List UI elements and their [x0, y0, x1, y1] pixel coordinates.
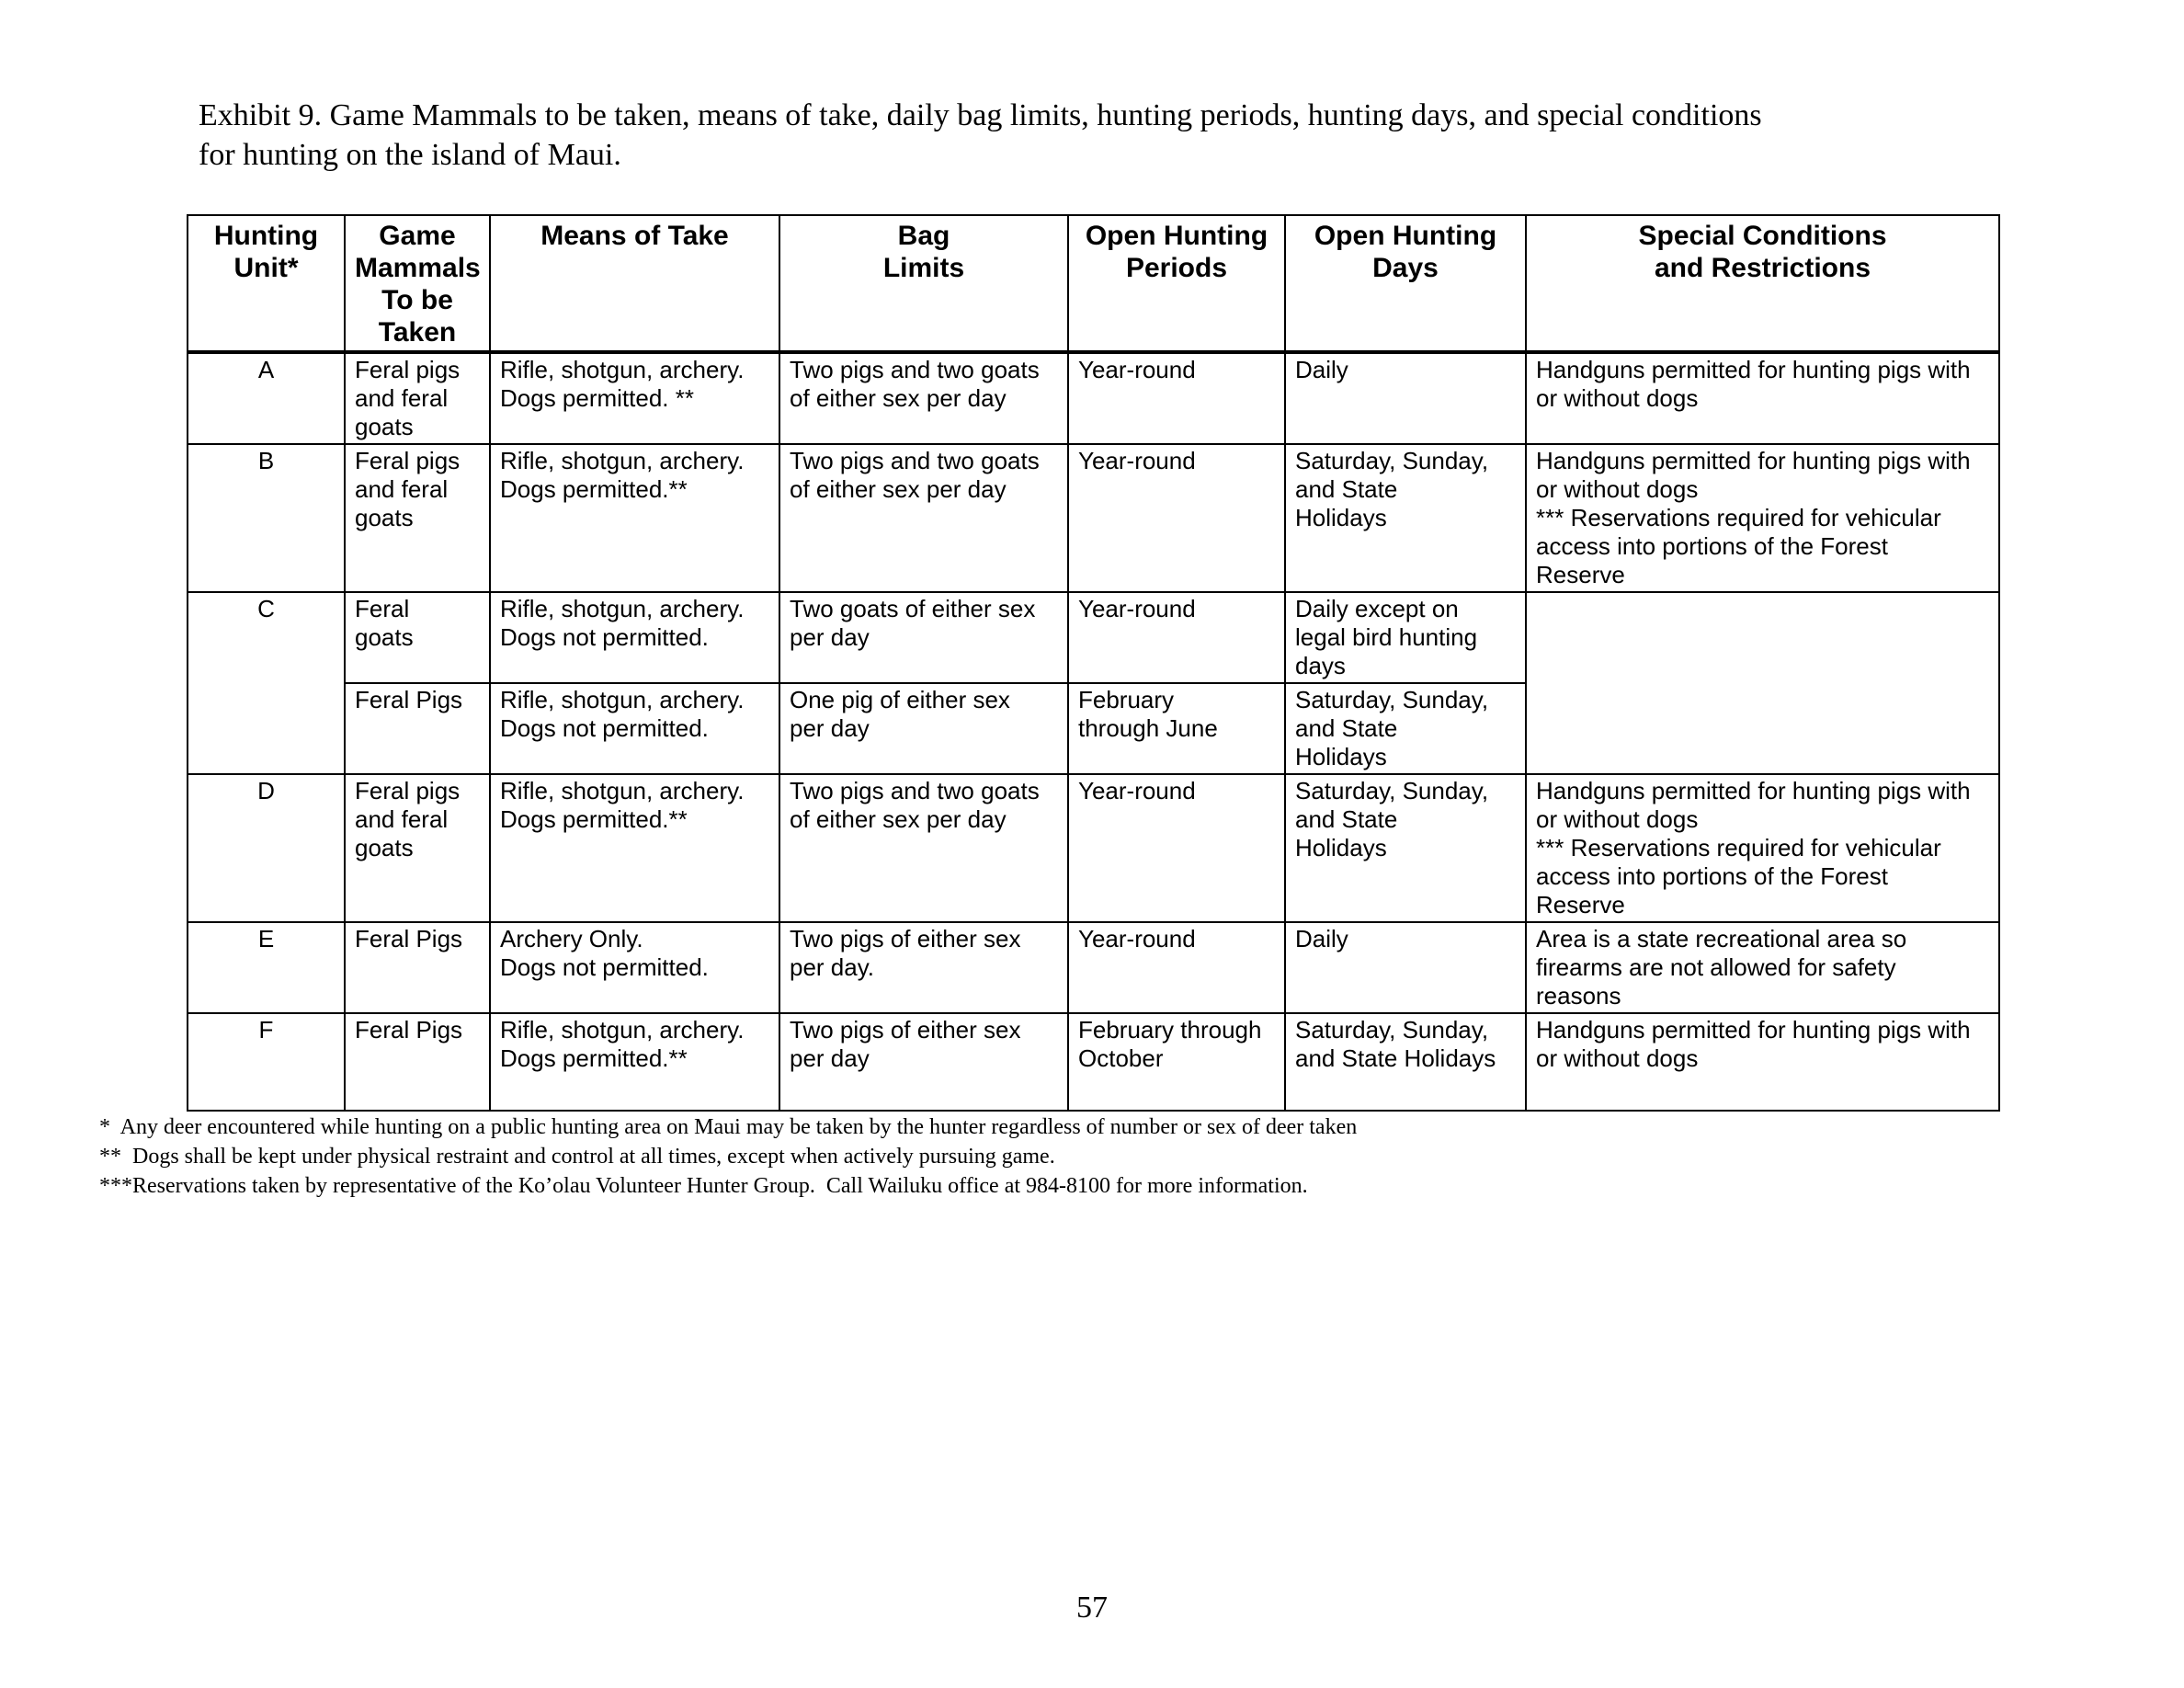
cell-days: Saturday, Sunday, and State Holidays [1285, 683, 1526, 774]
footnote-dogs: ** Dogs shall be kept under physical restraint and control at all times, except when actively pursuing game. [99, 1145, 1055, 1169]
cell-unit: F [188, 1013, 345, 1111]
cell-bag: Two pigs of either sex per day [779, 1013, 1068, 1111]
cell-mammals: Feral Pigs [345, 922, 490, 1013]
cell-means: Archery Only. Dogs not permitted. [490, 922, 779, 1013]
cell-bag: One pig of either sex per day [779, 683, 1068, 774]
cell-periods: Year-round [1068, 774, 1285, 922]
caption-line-1: Exhibit 9. Game Mammals to be taken, means of take, daily bag limits, hunting periods, hunting days, and special conditions [199, 98, 1762, 132]
header-special-conditions: Special Conditions and Restrictions [1526, 215, 1999, 352]
footnote-reservations: ***Reservations taken by representative of the Ko’olau Volunteer Hunter Group. Call Wailuku office at 984-8100 for more information. [99, 1174, 1308, 1198]
header-bag-limits: Bag Limits [779, 215, 1068, 352]
cell-unit: B [188, 444, 345, 592]
header-game-mammals: Game Mammals To be Taken [345, 215, 490, 352]
table-header-row [188, 215, 1999, 352]
cell-bag: Two pigs of either sex per day. [779, 922, 1068, 1013]
cell-mammals: Feral pigs and feral goats [345, 444, 490, 592]
cell-special: Handguns permitted for hunting pigs with or without dogs [1526, 352, 1999, 444]
cell-periods: Year-round [1068, 592, 1285, 683]
cell-days: Daily [1285, 922, 1526, 1013]
header-open-hunting-days: Open Hunting Days [1285, 215, 1526, 352]
table-row [188, 352, 1999, 444]
cell-special [1526, 592, 1999, 774]
page-number: 57 [1076, 1591, 1108, 1625]
cell-days: Saturday, Sunday, and State Holidays [1285, 444, 1526, 592]
cell-means: Rifle, shotgun, archery. Dogs permitted. ** [490, 352, 779, 444]
footnote-deer: * Any deer encountered while hunting on a public hunting area on Maui may be taken by the hunter regardless of number or sex of deer taken [99, 1115, 1358, 1139]
cell-special: Handguns permitted for hunting pigs with or without dogs *** Reservations required for vehicular access into portions of the Forest Reserve [1526, 774, 1999, 922]
cell-means: Rifle, shotgun, archery. Dogs permitted.** [490, 444, 779, 592]
cell-unit: C [188, 592, 345, 774]
cell-means: Rifle, shotgun, archery. Dogs not permitted. [490, 683, 779, 774]
cell-days: Daily [1285, 352, 1526, 444]
cell-unit: E [188, 922, 345, 1013]
cell-mammals: Feral pigs and feral goats [345, 774, 490, 922]
exhibit-caption [199, 96, 1945, 175]
cell-periods: Year-round [1068, 922, 1285, 1013]
table-row [188, 922, 1999, 1013]
cell-mammals: Feral goats [345, 592, 490, 683]
cell-unit: A [188, 352, 345, 444]
cell-special: Area is a state recreational area so firearms are not allowed for safety reasons [1526, 922, 1999, 1013]
cell-special: Handguns permitted for hunting pigs with or without dogs [1526, 1013, 1999, 1111]
cell-mammals: Feral Pigs [345, 683, 490, 774]
header-means-of-take: Means of Take [490, 215, 779, 352]
footnotes [99, 1112, 2030, 1201]
cell-periods: Year-round [1068, 352, 1285, 444]
cell-means: Rifle, shotgun, archery. Dogs not permitted. [490, 592, 779, 683]
cell-days: Saturday, Sunday, and State Holidays [1285, 774, 1526, 922]
cell-days: Daily except on legal bird hunting days [1285, 592, 1526, 683]
header-hunting-unit: Hunting Unit* [188, 215, 345, 352]
cell-means: Rifle, shotgun, archery. Dogs permitted.** [490, 774, 779, 922]
table-row [188, 1013, 1999, 1111]
cell-bag: Two pigs and two goats of either sex per day [779, 774, 1068, 922]
cell-bag: Two goats of either sex per day [779, 592, 1068, 683]
cell-unit: D [188, 774, 345, 922]
cell-days: Saturday, Sunday, and State Holidays [1285, 1013, 1526, 1111]
cell-bag: Two pigs and two goats of either sex per day [779, 352, 1068, 444]
table-row [188, 774, 1999, 922]
cell-mammals: Feral pigs and feral goats [345, 352, 490, 444]
cell-bag: Two pigs and two goats of either sex per day [779, 444, 1068, 592]
table-row [188, 444, 1999, 592]
hunting-regulations-table [187, 214, 2000, 1112]
caption-line-2: for hunting on the island of Maui. [199, 138, 621, 172]
cell-special: Handguns permitted for hunting pigs with or without dogs *** Reservations required for vehicular access into portions of the Forest Reserve [1526, 444, 1999, 592]
cell-mammals: Feral Pigs [345, 1013, 490, 1111]
cell-periods: February through June [1068, 683, 1285, 774]
header-open-hunting-periods: Open Hunting Periods [1068, 215, 1285, 352]
table-row [188, 592, 1999, 683]
cell-means: Rifle, shotgun, archery. Dogs permitted.** [490, 1013, 779, 1111]
cell-periods: Year-round [1068, 444, 1285, 592]
cell-periods: February through October [1068, 1013, 1285, 1111]
